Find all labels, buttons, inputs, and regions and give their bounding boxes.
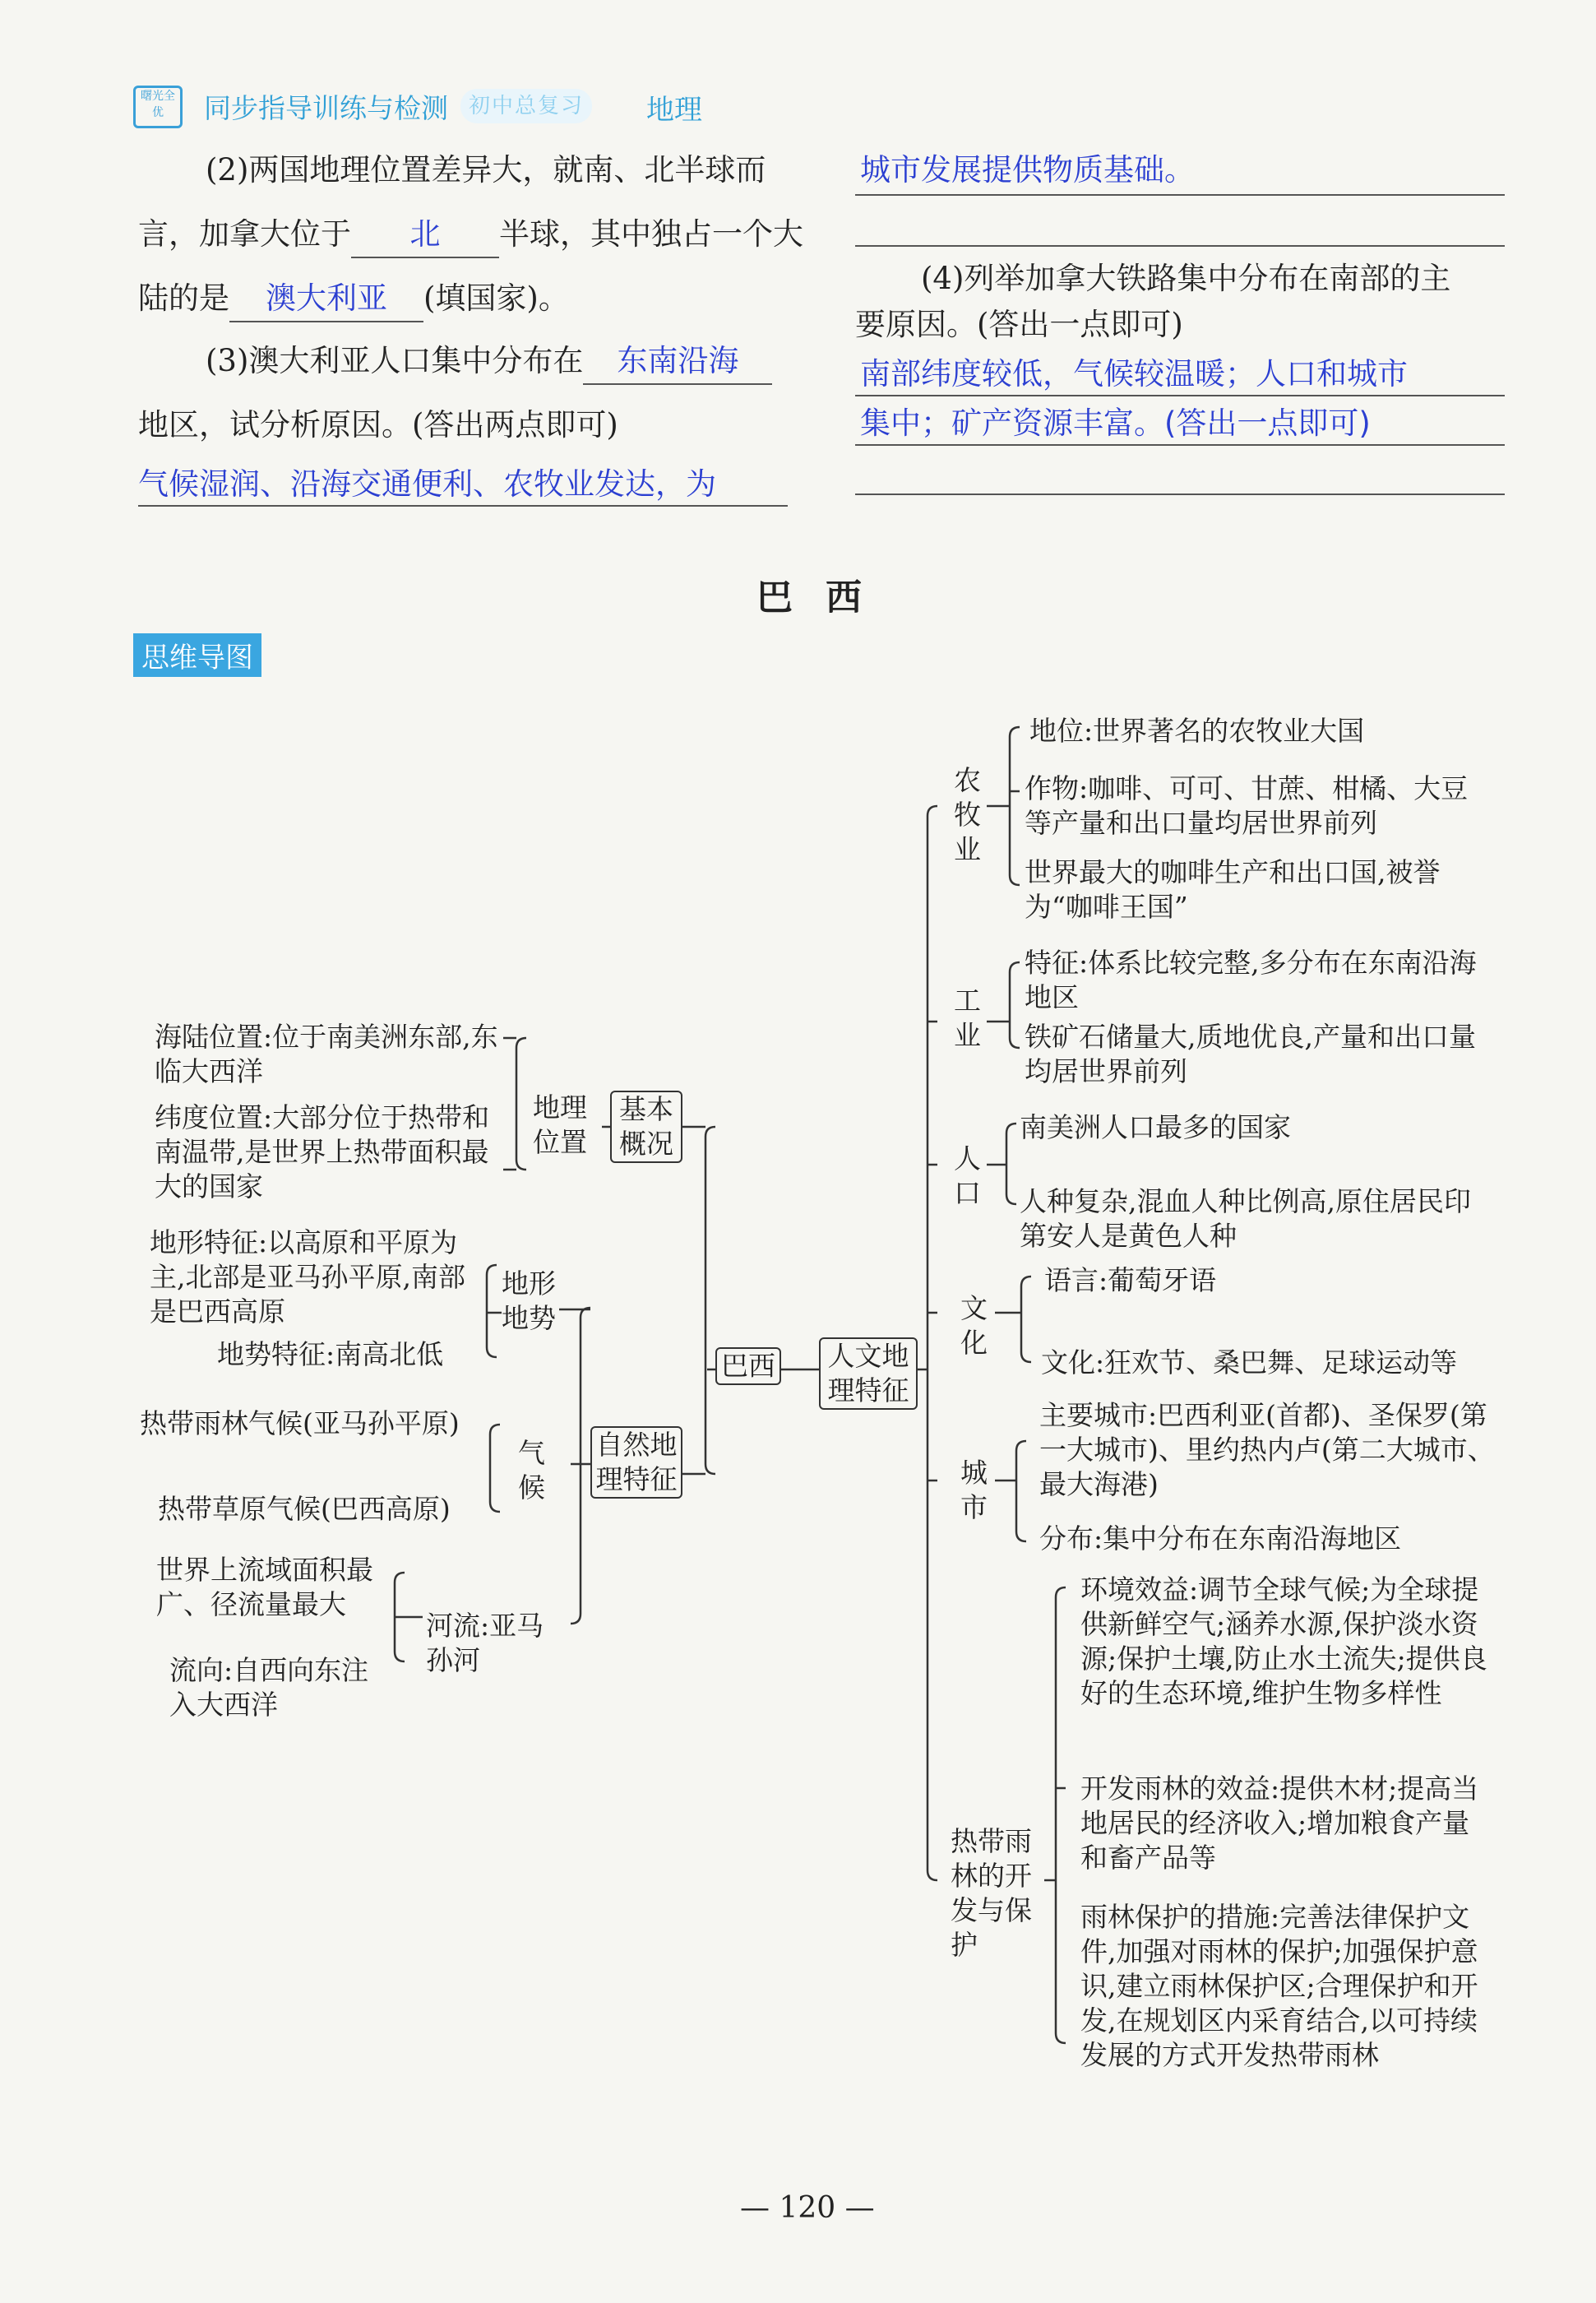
q2-answer-hemisphere: 北 <box>351 212 499 258</box>
publisher-logo: 曙光全优 <box>133 86 183 128</box>
q2-answer-country: 澳大利亚 <box>229 276 423 322</box>
subject-label: 地理 <box>646 94 702 127</box>
q4-line2: 要原因。(答出一点即可) <box>855 307 1183 342</box>
q4-line1: (4)列举加拿大铁路集中分布在南部的主 <box>921 261 1451 296</box>
leaf-river-flow: 流向:自西向东注入大西洋 <box>169 1654 369 1721</box>
leaf-agri-status: 地位:世界著名的农牧业大国 <box>1029 715 1365 747</box>
leaf-ethnic-mix: 人种复杂,混血人种比例高,原住居民印第安人是黄色人种 <box>1020 1185 1471 1252</box>
leaf-industry-feature: 特征:体系比较完整,多分布在东南沿海地区 <box>1025 947 1477 1013</box>
q2-line3-pre: 陆的是 <box>138 280 229 316</box>
leaf-development-benefits: 开发雨林的效益:提供木材;提高当地居民的经济收入;增加粮食产量和畜产品等 <box>1080 1772 1479 1874</box>
section-title: 巴西 <box>756 577 895 619</box>
node-basic-overview: 基本概况 <box>610 1091 682 1163</box>
node-rainforest: 热带雨林的开发与保护 <box>951 1825 1032 1961</box>
page-dash-left: — <box>740 2191 779 2225</box>
mindmap-root-brazil: 巴西 <box>715 1347 781 1385</box>
book-title: 同步指导训练与检测 <box>204 92 448 124</box>
node-terrain: 地形地势 <box>502 1267 556 1334</box>
node-river: 河流:亚马孙河 <box>426 1610 544 1676</box>
leaf-sea-land-position: 海陆位置:位于南美洲东部,东临大西洋 <box>155 1021 498 1087</box>
mindmap-tag: 思维导图 <box>133 633 261 677</box>
leaf-terrain-feature: 地形特征:以高原和平原为主,北部是亚马孙平原,南部是巴西高原 <box>150 1226 465 1328</box>
q3-answer-region: 东南沿海 <box>583 339 772 385</box>
leaf-language: 语言:葡萄牙语 <box>1044 1264 1217 1296</box>
node-human-geography: 人文地理特征 <box>819 1337 918 1410</box>
node-natural-geography: 自然地理特征 <box>590 1426 682 1499</box>
leaf-rainforest-climate: 热带雨林气候(亚马孙平原) <box>140 1407 460 1439</box>
page-number <box>740 2191 875 2225</box>
q2-line1: (2)两国地理位置差异大，就南、北半球而 <box>206 152 766 188</box>
q3-answer-line1: 气候湿润、沿海交通便利、农牧业发达，为 <box>138 466 716 502</box>
q2-line3-post: (填国家)。 <box>423 280 569 316</box>
leaf-env-benefits: 环境效益:调节全球气候;为全球提供新鲜空气;涵养水源,保护淡水资源;保护土壤,防止水土流失;提供良好的生态环境,维护生物多样性 <box>1080 1573 1487 1709</box>
q4-answer-line1: 南部纬度较低，气候较温暖；人口和城市 <box>860 356 1408 392</box>
leaf-agri-crops: 作物:咖啡、可可、甘蔗、柑橘、大豆等产量和出口量均居世界前列 <box>1025 772 1469 839</box>
leaf-savanna-climate: 热带草原气候(巴西高原) <box>158 1493 451 1525</box>
q4-answer-line2: 集中；矿产资源丰富。(答出一点即可) <box>860 405 1371 441</box>
leaf-city-distribution: 分布:集中分布在东南沿海地区 <box>1039 1522 1402 1555</box>
q2-line2-pre: 言，加拿大位于 <box>138 216 351 252</box>
node-population: 人口 <box>954 1142 981 1209</box>
node-industry: 工业 <box>954 985 981 1051</box>
node-agriculture: 农牧业 <box>954 764 981 865</box>
review-badge: 初中总复习 <box>460 89 592 123</box>
leaf-elevation-feature: 地势特征:南高北低 <box>217 1338 444 1370</box>
page-number-value: 120 <box>779 2191 836 2225</box>
q2-line2-post: 半球，其中独占一个大 <box>499 216 803 252</box>
node-climate: 气候 <box>518 1437 545 1504</box>
leaf-most-populous: 南美洲人口最多的国家 <box>1020 1111 1291 1143</box>
q3-line2: 地区，试分析原因。(答出两点即可) <box>138 407 618 443</box>
q3-answer-line2: 城市发展提供物质基础。 <box>860 152 1195 188</box>
node-city: 城市 <box>960 1457 988 1523</box>
q3-line1-pre: (3)澳大利亚人口集中分布在 <box>206 343 584 378</box>
leaf-protection-measures: 雨林保护的措施:完善法律保护文件,加强对雨林的保护;加强保护意识,建立雨林保护区;合理保护和开发,在规划区内采育结合,以可持续发展的方式开发热带雨林 <box>1080 1901 1478 2071</box>
node-culture: 文化 <box>960 1292 988 1359</box>
leaf-iron-ore: 铁矿石储量大,质地优良,产量和出口量均居世界前列 <box>1025 1021 1476 1087</box>
page-dash-right: — <box>835 2191 875 2225</box>
node-geo-location: 地理位置 <box>533 1091 587 1158</box>
leaf-culture-events: 文化:狂欢节、桑巴舞、足球运动等 <box>1041 1346 1458 1379</box>
leaf-major-cities: 主要城市:巴西利亚(首都)、圣保罗(第一大城市)、里约热内卢(第二大城市、最大海港) <box>1039 1399 1495 1500</box>
leaf-river-basin: 世界上流域面积最广、径流量最大 <box>156 1554 373 1620</box>
leaf-coffee-kingdom: 世界最大的咖啡生产和出口国,被誉为“咖啡王国” <box>1025 856 1441 923</box>
leaf-latitude-position: 纬度位置:大部分位于热带和南温带,是世界上热带面积最大的国家 <box>155 1101 490 1202</box>
